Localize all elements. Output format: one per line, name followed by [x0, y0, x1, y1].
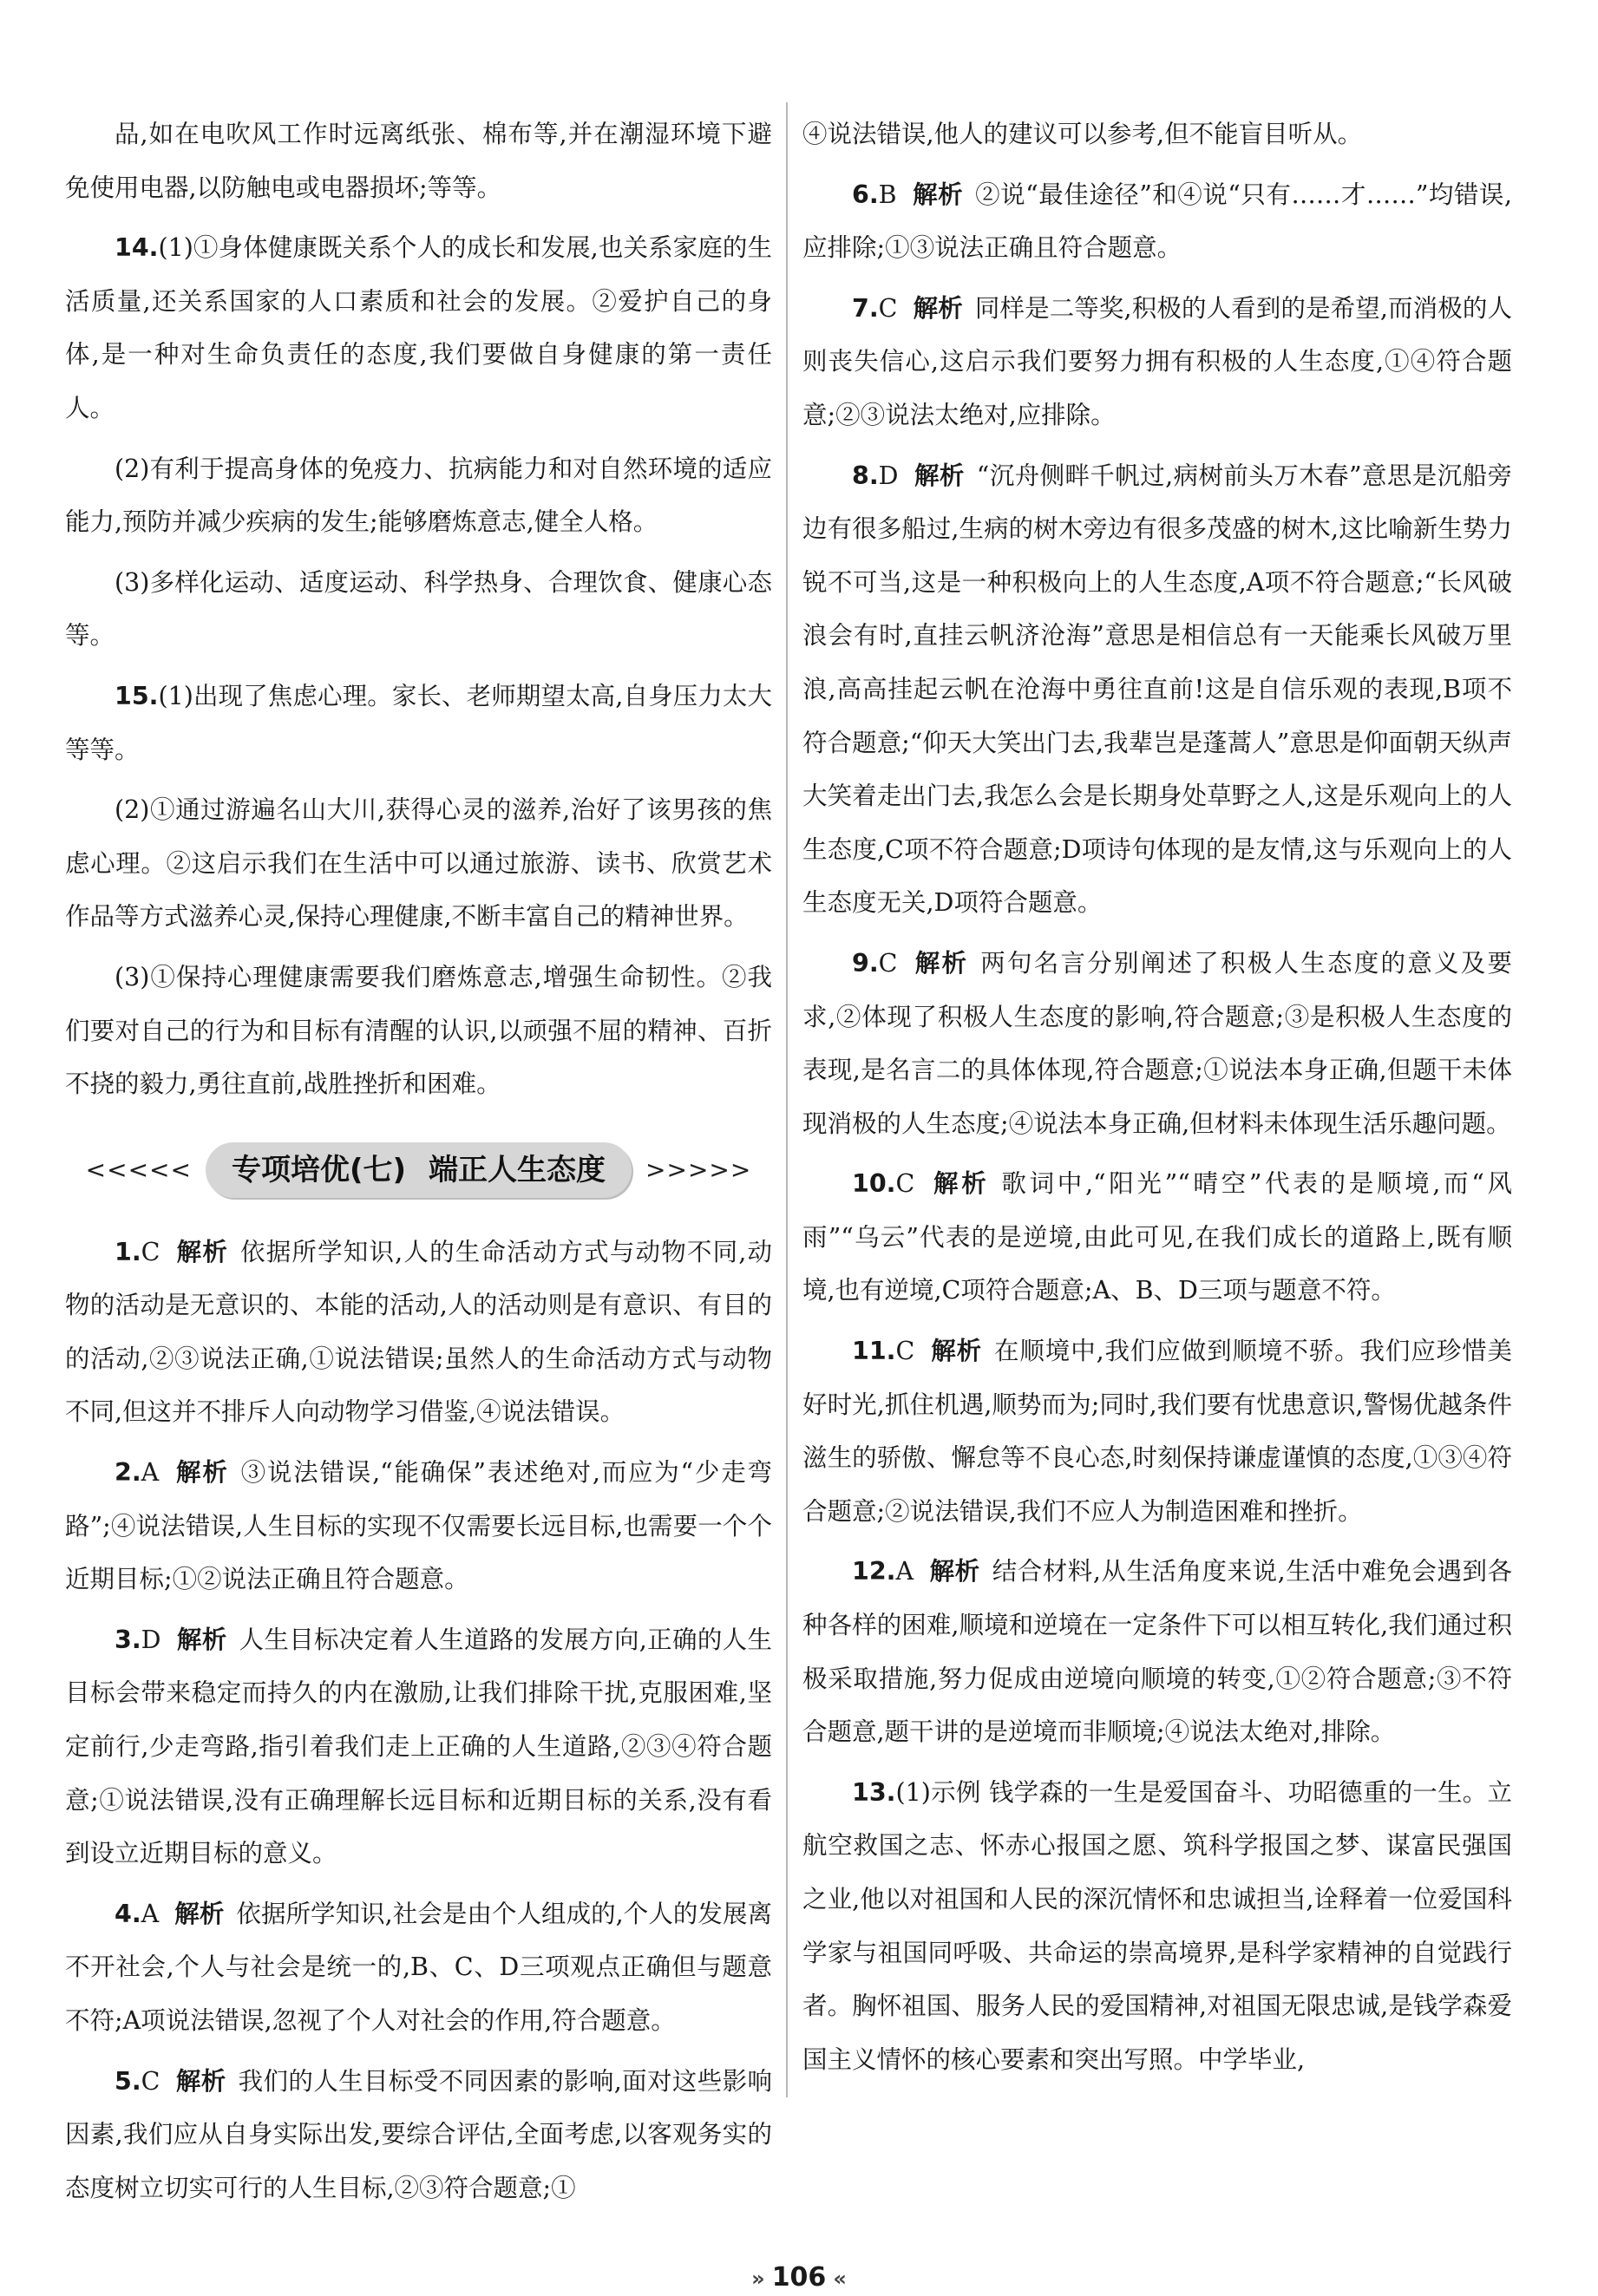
- column-divider: [786, 102, 788, 2097]
- banner-arrows-right: >>>>>: [645, 1155, 752, 1184]
- answer-choice: C: [141, 1237, 160, 1266]
- left-answer-list: [65, 1226, 772, 2215]
- answer-text: (3)①保持心理健康需要我们磨炼意志,增强生命韧性。②我们要对自己的行为和目标有清醒的认识,以顽强不屈的精神、百折不挠的毅力,勇往直前,战胜挫折和困难。: [65, 962, 772, 1099]
- answer-paragraph: [65, 556, 772, 663]
- answer-paragraph: [802, 1545, 1512, 1758]
- answer-paragraph: [65, 670, 772, 776]
- analysis-label: 解析: [913, 948, 969, 978]
- analysis-label: 解析: [930, 1337, 983, 1366]
- page-number: 106: [771, 2262, 827, 2293]
- question-number: 13.: [852, 1777, 896, 1807]
- banner-arrows-left: <<<<<: [85, 1155, 192, 1184]
- section-label: 专项培优(七): [231, 1152, 407, 1187]
- answer-paragraph: [65, 951, 772, 1111]
- answer-paragraph: [802, 108, 1512, 161]
- right-column: [802, 108, 1512, 2093]
- question-number: 9.: [852, 948, 879, 978]
- analysis-label: 解析: [914, 461, 965, 490]
- question-number: 11.: [852, 1337, 896, 1366]
- answer-text: (2)有利于提高身体的免疫力、抗病能力和对自然环境的适应能力,预防并减少疾病的发生;能够磨炼意志,健全人格。: [65, 454, 772, 537]
- analysis-label: 解析: [913, 293, 963, 323]
- section-banner: [65, 1130, 772, 1210]
- answer-text: ②说“最佳途径”和④说“只有……才……”均错误,应排除;①③说法正确且符合题意。: [802, 180, 1512, 263]
- answer-choice: C: [141, 2066, 160, 2096]
- answer-text: 在顺境中,我们应做到顺境不骄。我们应珍惜美好时光,抓住机遇,顺势而为;同时,我们要有忧患意识,警惕优越条件滋生的骄傲、懈怠等不良心态,时刻保持谦虚谨慎的态度,①③④符合题意;②说法错误,我们不应人为制造困难和挫折。: [802, 1337, 1512, 1526]
- answer-text: ③说法错误,“能确保”表述绝对,而应为“少走弯路”;④说法错误,人生目标的实现不仅需要长远目标,也需要一个个近期目标;①②说法正确且符合题意。: [65, 1458, 772, 1594]
- answer-text: (2)①通过游遍名山大川,获得心灵的滋养,治好了该男孩的焦虑心理。②这启示我们在生活中可以通过旅游、读书、欣赏艺术作品等方式滋养心灵,保持心理健康,不断丰富自己的精神世界。: [65, 795, 772, 932]
- question-number: 6.: [852, 180, 879, 209]
- answer-paragraph: [802, 1157, 1512, 1318]
- answer-paragraph: [65, 442, 772, 549]
- answer-text: (1)①身体健康既关系个人的成长和发展,也关系家庭的生活质量,还关系国家的人口素质和社会的发展。②爱护自己的身体,是一种对生命负责任的态度,我们要做自身健康的第一责任人。: [65, 233, 772, 422]
- answer-text: 两句名言分别阐述了积极人生态度的意义及要求,②体现了积极人生态度的影响,符合题意;③是积极人生态度的表现,是名言二的具体体现,符合题意;①说法本身正确,但题干未体现消极的人生态度;④说法本身正确,但材料未体现生活乐趣问题。: [802, 948, 1512, 1138]
- answer-paragraph: [65, 1613, 772, 1881]
- answer-text: 依据所学知识,社会是由个人组成的,个人的发展离不开社会,个人与社会是统一的,B、C、D三项观点正确但与题意不符;A项说法错误,忽视了个人对社会的作用,符合题意。: [65, 1899, 772, 2035]
- answer-text: (1)示例 钱学森的一生是爱国奋斗、功昭德重的一生。立航空救国之志、怀赤心报国之愿、筑科学报国之梦、谋富民强国之业,他以对祖国和人民的深沉情怀和忠诚担当,诠释着一位爱国科学家与祖国同呼吸、共命运的崇高境界,是科学家精神的自觉践行者。胸怀祖国、服务人民的爱国精神,对祖国无限忠诚,是钱学森爱国主义情怀的核心要素和突出写照。中学毕业,: [802, 1777, 1512, 2074]
- answer-choice: D: [878, 461, 899, 490]
- answer-choice: B: [878, 180, 897, 209]
- question-number: 7.: [852, 293, 879, 323]
- question-number: 10.: [852, 1169, 896, 1199]
- answer-paragraph: [802, 449, 1512, 930]
- question-number: 14.: [115, 233, 159, 263]
- analysis-label: 解析: [929, 1557, 980, 1586]
- answer-text: 同样是二等奖,积极的人看到的是希望,而消极的人则丧失信心,这启示我们要努力拥有积极的人生态度,①④符合题意;②③说法太绝对,应排除。: [802, 293, 1512, 429]
- analysis-label: 解析: [912, 180, 964, 209]
- section-title: 端正人生态度: [429, 1152, 606, 1187]
- answer-text: 人生目标决定着人生道路的发展方向,正确的人生目标会带来稳定而持久的内在激励,让我们排除干扰,克服困难,坚定前行,少走弯路,指引着我们走上正确的人生道路,②③④符合题意;①说法错误,没有正确理解长远目标和近期目标的关系,没有看到设立近期目标的意义。: [65, 1625, 772, 1868]
- answer-paragraph: [802, 937, 1512, 1150]
- question-number: 3.: [115, 1625, 141, 1654]
- question-number: 5.: [115, 2066, 141, 2096]
- analysis-label: 解析: [174, 1899, 225, 1928]
- answer-text: (1)出现了焦虑心理。家长、老师期望太高,自身压力太大等等。: [65, 681, 772, 764]
- answer-choice: C: [878, 948, 898, 978]
- page-footer: [0, 2262, 1598, 2294]
- answer-paragraph: [65, 1226, 772, 1439]
- answer-choice: A: [141, 1899, 160, 1928]
- answer-paragraph: [65, 108, 772, 214]
- footer-arrow-left: »: [751, 2267, 765, 2291]
- left-column: [65, 108, 772, 2221]
- answer-paragraph: [65, 1446, 772, 1606]
- answer-paragraph: [65, 221, 772, 435]
- answer-text: 结合材料,从生活角度来说,生活中难免会遇到各种各样的困难,顺境和逆境在一定条件下可以相互转化,我们通过积极采取措施,努力促成由逆境向顺境的转变,①②符合题意;③不符合题意,题干讲的是逆境而非顺境;④说法太绝对,排除。: [802, 1557, 1512, 1747]
- answer-paragraph: [65, 1887, 772, 2048]
- answer-text: 依据所学知识,人的生命活动方式与动物不同,动物的活动是无意识的、本能的活动,人的活动则是有意识、有目的的活动,②③说法正确,①说法错误;虽然人的生命活动方式与动物不同,但这并不排斥人向动物学习借鉴,④说法错误。: [65, 1237, 772, 1427]
- question-number: 12.: [852, 1557, 896, 1586]
- analysis-label: 解析: [175, 2066, 226, 2096]
- answer-paragraph: [802, 282, 1512, 442]
- question-number: 4.: [115, 1899, 141, 1928]
- answer-text: 歌词中,“阳光”“晴空”代表的是顺境,而“风雨”“乌云”代表的是逆境,由此可见,在我们成长的道路上,既有顺境,也有逆境,C项符合题意;A、B、D三项与题意不符。: [802, 1169, 1512, 1305]
- answer-text: (3)多样化运动、适度运动、科学热身、合理饮食、健康心态等。: [65, 567, 772, 651]
- question-number: 15.: [115, 681, 159, 710]
- section-pill: [206, 1142, 632, 1198]
- answer-text: 我们的人生目标受不同因素的影响,面对这些影响因素,我们应从自身实际出发,要综合评估,全面考虑,以客观务实的态度树立切实可行的人生目标,②③符合题意;①: [65, 2066, 772, 2202]
- right-answer-list: [802, 108, 1512, 2086]
- analysis-label: 解析: [174, 1458, 229, 1488]
- answer-paragraph: [802, 168, 1512, 275]
- question-number: 8.: [852, 461, 879, 490]
- question-number: 1.: [115, 1237, 141, 1266]
- answer-choice: D: [141, 1625, 161, 1654]
- answer-paragraph: [802, 1325, 1512, 1538]
- answer-text: “沉舟侧畔千帆过,病树前头万木春”意思是沉船旁边有很多船过,生病的树木旁边有很多茂盛的树木,这比喻新生势力锐不可当,这是一种积极向上的人生态度,A项不符合题意;“长风破浪会有时,直挂云帆济沧海”意思是相信总有一天能乘长风破万里浪,高高挂起云帆在沧海中勇往直前!这是自信乐观的表现,B项不符合题意;“仰天大笑出门去,我辈岂是蓬蒿人”意思是仰面朝天纵声大笑着走出门去,我怎么会是长期身处草野之人,这是乐观向上的人生态度,C项不符合题意;D项诗句体现的是友情,这与乐观向上的人生态度无关,D项符合题意。: [802, 461, 1512, 918]
- answer-choice: A: [895, 1557, 914, 1586]
- answer-paragraph: [65, 783, 772, 944]
- answer-choice: C: [895, 1169, 915, 1199]
- analysis-label: 解析: [175, 1237, 229, 1266]
- question-number: 2.: [115, 1458, 141, 1488]
- answer-choice: A: [141, 1458, 160, 1488]
- footer-arrow-right: «: [833, 2267, 847, 2291]
- left-top-answers: [65, 108, 772, 1111]
- answer-paragraph: [65, 2055, 772, 2215]
- answer-paragraph: [802, 1766, 1512, 2087]
- answer-choice: C: [878, 293, 898, 323]
- analysis-label: 解析: [930, 1169, 990, 1199]
- answer-choice: C: [895, 1337, 915, 1366]
- answer-text: ④说法错误,他人的建议可以参考,但不能盲目听从。: [802, 120, 1363, 148]
- analysis-label: 解析: [176, 1625, 227, 1654]
- answer-text: 品,如在电吹风工作时远离纸张、棉布等,并在潮湿环境下避免使用电器,以防触电或电器损坏;等等。: [65, 120, 772, 202]
